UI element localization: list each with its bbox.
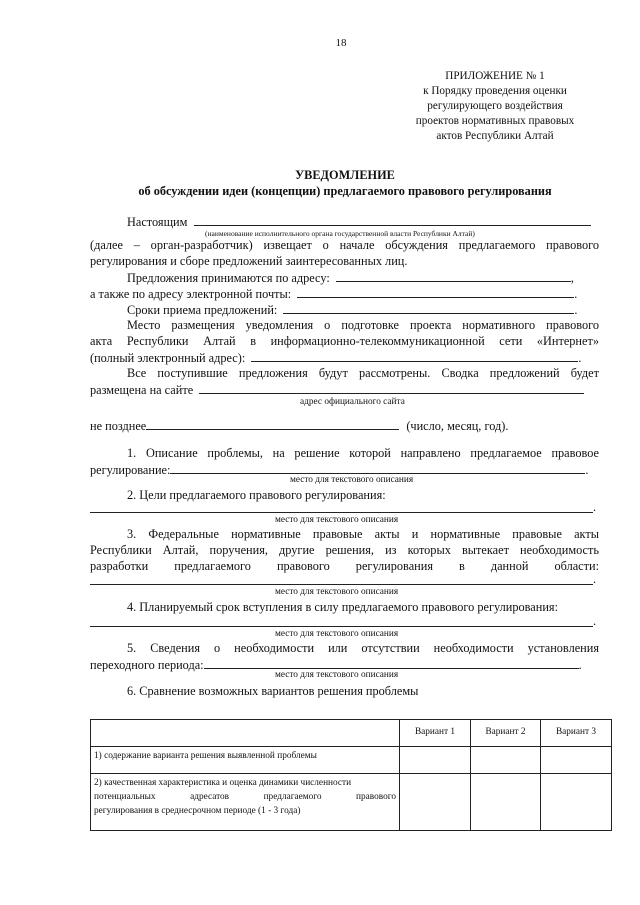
table-cell[interactable] <box>541 747 612 774</box>
section-2-field[interactable] <box>90 512 593 513</box>
site-caption: адрес официального сайта <box>300 397 405 407</box>
deadline-field[interactable] <box>283 302 574 314</box>
section-5-caption: место для текстового описания <box>275 670 399 680</box>
address-line <box>127 270 574 286</box>
table-cell[interactable] <box>471 774 541 831</box>
section-3-period: . <box>593 572 597 586</box>
table-row <box>91 747 612 774</box>
deadline-period: . <box>574 303 578 317</box>
deadline-label: Сроки приема предложений: <box>127 303 278 317</box>
authority-name-note: (наименование исполнительного органа государственной власти Республики Алтай) <box>205 229 475 238</box>
authority-name-field[interactable] <box>194 214 591 226</box>
table-header-variant-3: Вариант 3 <box>541 720 612 747</box>
review-line-1: Все поступившие предложения будут рассмотрены. Сводка предложений будет <box>127 366 599 380</box>
appendix-line-2: к Порядку проведения оценки <box>423 85 567 97</box>
section-3-line-3: разработки предлагаемого правового регулирования в данной области: <box>90 559 599 573</box>
address-label: Предложения принимаются по адресу: <box>127 271 330 285</box>
notice-line-3: регулирования и сборе предложений заинтересованных лиц. <box>90 254 408 268</box>
section-3-line-2: Республики Алтай, поручения, другие решения, из которых вытекает необходимость <box>90 543 599 557</box>
row2-line-2: потенциальных адресатов предлагаемого правового <box>94 792 396 802</box>
notice-line-2: (далее – орган-разработчик) извещает о начале обсуждения предлагаемого правового <box>90 238 599 252</box>
section-2-period: . <box>593 500 597 514</box>
appendix-line-4: проектов нормативных правовых <box>415 115 575 127</box>
deadline-line <box>127 302 578 318</box>
email-line <box>90 286 577 302</box>
table-header-variant-2: Вариант 2 <box>471 720 541 747</box>
review-line-2 <box>90 382 584 398</box>
section-5-period: . <box>578 658 582 672</box>
section-1-caption: место для текстового описания <box>290 475 414 485</box>
variants-comparison-table <box>90 719 612 831</box>
section-1-field[interactable] <box>170 462 585 474</box>
row2-line-1: 2) качественная характеристика и оценка динамики численности <box>94 778 352 788</box>
document-title: УВЕДОМЛЕНИЕ <box>295 168 395 182</box>
table-cell[interactable] <box>400 747 471 774</box>
appendix-line-1: ПРИЛОЖЕНИЕ № 1 <box>445 70 545 82</box>
place-line-2: акта Республики Алтай в информационно-телекоммуникационной сети «Интернет» <box>90 334 599 348</box>
date-field[interactable] <box>146 418 399 430</box>
appendix-line-5: актов Республики Алтай <box>436 130 554 142</box>
section-3-caption: место для текстового описания <box>275 587 399 597</box>
section-5-field[interactable] <box>204 657 579 669</box>
table-cell[interactable] <box>471 747 541 774</box>
no-later-label: не позднее <box>90 419 147 433</box>
place-period: . <box>578 351 582 365</box>
row2-line-3: регулирования в среднесрочном периоде (1 - 3 года) <box>94 806 301 816</box>
section-4-field[interactable] <box>90 626 593 627</box>
section-6-heading: 6. Сравнение возможных вариантов решения проблемы <box>127 684 419 698</box>
table-header-empty <box>91 720 400 747</box>
email-field[interactable] <box>297 286 574 298</box>
site-label: размещена на сайте <box>90 383 194 397</box>
section-4-caption: место для текстового описания <box>275 629 399 639</box>
date-hint: (число, месяц, год). <box>406 419 509 433</box>
email-label: а также по адресу электронной почты: <box>90 287 292 301</box>
section-3-line-1: 3. Федеральные нормативные правовые акты и нормативные правовые акты <box>127 527 599 541</box>
place-label: (полный электронный адрес): <box>90 351 246 365</box>
address-field[interactable] <box>336 270 571 282</box>
site-field[interactable] <box>199 382 584 394</box>
web-address-field[interactable] <box>251 350 578 362</box>
appendix-line-3: регулирующего воздействия <box>427 100 563 112</box>
place-line-3 <box>90 350 581 366</box>
table-cell-row2-label <box>91 774 400 831</box>
table-cell[interactable] <box>541 774 612 831</box>
address-comma: , <box>570 271 574 285</box>
hereby-line <box>127 214 591 230</box>
section-2-caption: место для текстового описания <box>275 515 399 525</box>
table-row <box>91 774 612 831</box>
table-header-variant-1: Вариант 1 <box>400 720 471 747</box>
section-4-heading: 4. Планируемый срок вступления в силу предлагаемого правового регулирования: <box>127 600 558 614</box>
section-1-label: регулирование: <box>90 463 171 477</box>
section-1-line-1: 1. Описание проблемы, на решение которой направлено предлагаемое правовое <box>127 446 599 460</box>
email-period: . <box>574 287 578 301</box>
section-4-period: . <box>593 614 597 628</box>
document-subtitle: об обсуждении идеи (концепции) предлагаемого правового регулирования <box>138 184 552 198</box>
table-cell[interactable] <box>400 774 471 831</box>
section-5-line-1: 5. Сведения о необходимости или отсутствии необходимости установления <box>127 641 599 655</box>
no-later-line <box>90 418 508 434</box>
section-5-label: переходного периода: <box>90 658 204 672</box>
section-1-period: . <box>585 463 589 477</box>
hereby-label: Настоящим <box>127 215 188 229</box>
place-line-1: Место размещения уведомления о подготовке проекта нормативного правового <box>127 318 599 332</box>
table-cell-row1-label: 1) содержание варианта решения выявленной проблемы <box>91 747 400 774</box>
section-2-heading: 2. Цели предлагаемого правового регулирования: <box>127 488 386 502</box>
section-3-field[interactable] <box>90 584 593 585</box>
table-row <box>91 720 612 747</box>
page-number: 18 <box>335 37 347 49</box>
